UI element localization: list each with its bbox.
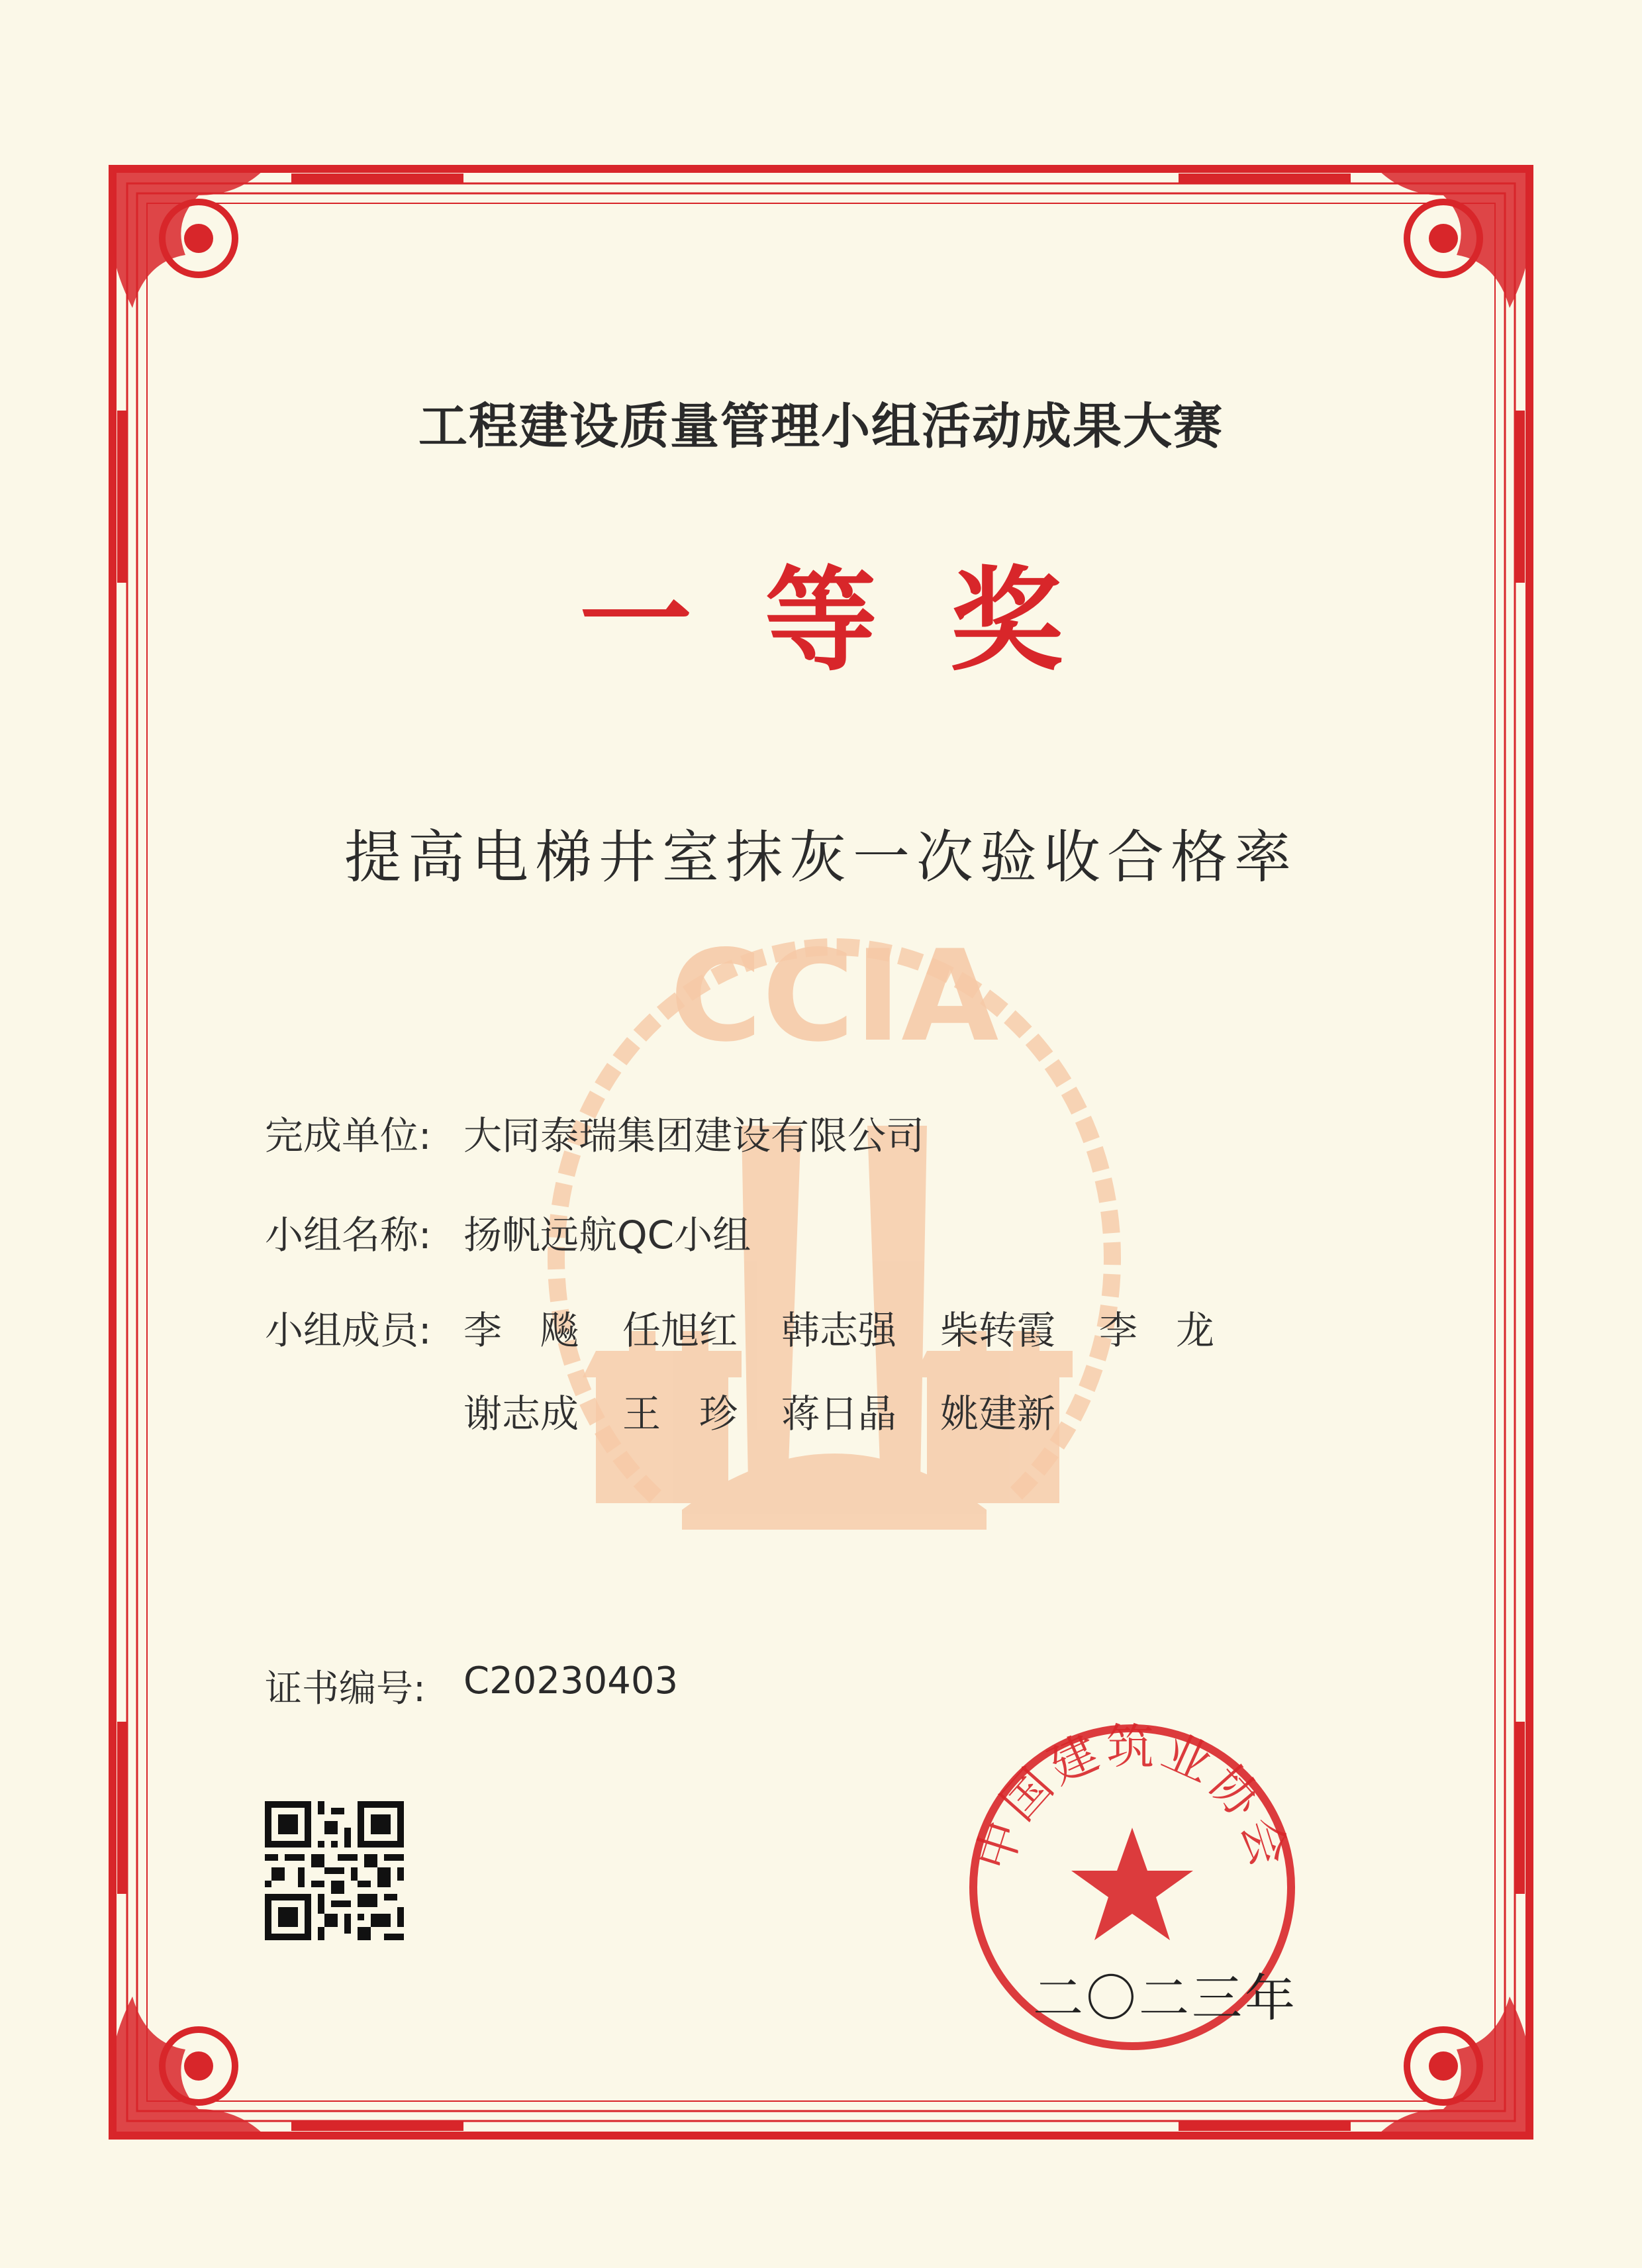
watermark-text: CCIA xyxy=(669,923,999,1069)
corner-ornament-bl xyxy=(113,1997,265,2136)
seal-text: 中国建筑业协会 xyxy=(965,1718,1300,1877)
cert-number-value: C20230403 xyxy=(463,1659,679,1702)
qr-code-icon xyxy=(265,1801,404,1940)
project-title: 提高电梯井室抹灰一次验收合格率 xyxy=(344,824,1298,891)
unit-value: 大同泰瑞集团建设有限公司 xyxy=(463,1113,925,1158)
members-label: 小组成员: xyxy=(265,1308,432,1353)
cert-number-label: 证书编号: xyxy=(265,1667,426,1710)
seal-star-icon xyxy=(1071,1828,1193,1940)
member-name: 王 珍 xyxy=(622,1391,738,1436)
member-name: 柴转霞 xyxy=(940,1308,1056,1353)
competition-title: 工程建设质量管理小组活动成果大赛 xyxy=(418,398,1224,455)
ccia-watermark-icon xyxy=(503,848,1165,1550)
member-name: 李 飚 xyxy=(463,1308,579,1353)
award-level: 一等奖 xyxy=(579,554,1135,687)
corner-ornament-br xyxy=(1377,1997,1529,2136)
corner-ornament-tl xyxy=(113,169,265,308)
member-name: 蒋日晶 xyxy=(781,1391,897,1436)
member-name: 韩志强 xyxy=(781,1308,897,1353)
member-name: 李 龙 xyxy=(1099,1308,1215,1353)
unit-label: 完成单位: xyxy=(265,1113,432,1158)
group-name-value: 扬帆远航QC小组 xyxy=(463,1212,751,1257)
corner-ornament-tr xyxy=(1377,169,1529,308)
issue-date: 二〇二三年 xyxy=(1033,1969,1298,2028)
member-name: 谢志成 xyxy=(463,1391,579,1436)
member-name: 姚建新 xyxy=(940,1391,1056,1436)
member-name: 任旭红 xyxy=(622,1308,738,1353)
group-name-label: 小组名称: xyxy=(265,1212,432,1257)
